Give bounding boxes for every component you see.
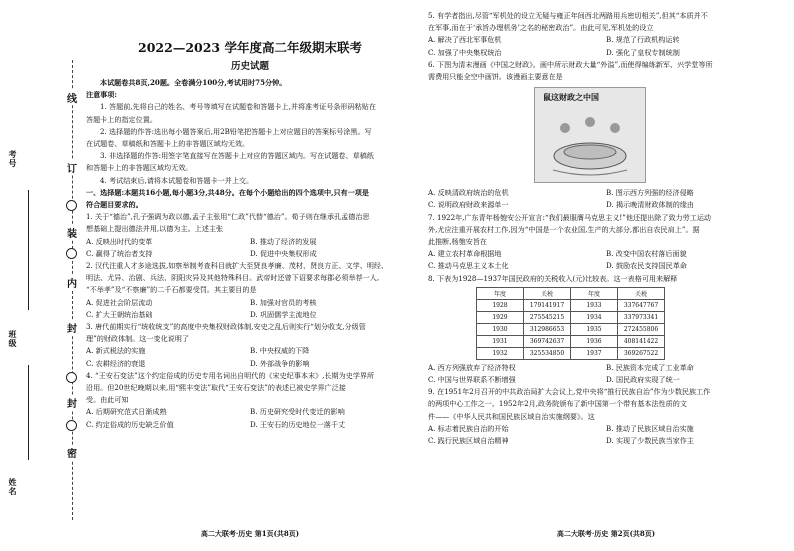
q7-stem: 外,尤应注重开展农村工作,因为“中国是一个农业国,生产的大部分,都出自农民肩上”。据 (428, 224, 700, 234)
seal-circle (66, 200, 77, 211)
seal-mark: 封 (62, 395, 82, 410)
notice-line: 2. 选择题的作答:选出每小题答案后,用2B铅笔把答题卡上对应题目的答案标号涂黑。写 (100, 126, 372, 136)
table-cell: 1933 (571, 299, 618, 311)
section-heading: 一、选择题:本题共16小题,每小题3分,共48分。在每个小题给出的四个选项中,只有一项是 (86, 187, 369, 197)
notice-line: 4. 考试结束后,请将本试题卷和答题卡一并上交。 (100, 175, 254, 185)
q4-stem: 4. “王安石变法”这个约定俗成的历史专用名词出自明代的《宋史纪事本末》,长期为史学界所 (86, 370, 375, 380)
table-cell: 1936 (571, 335, 618, 347)
q4-options (86, 406, 414, 430)
option[interactable]: D. 王安石的历史地位一落千丈 (250, 419, 346, 429)
notice-line: 在试题卷、草稿纸和答题卡上的非答题区域均无效。 (86, 139, 250, 149)
table-cell: 1932 (477, 347, 524, 359)
table-cell: 1935 (571, 323, 618, 335)
tariff-table (476, 287, 665, 360)
q7-stem: 此推断,杨匏安旨在 (428, 237, 488, 247)
option[interactable]: B. 图示西方列强的经济侵略 (606, 188, 694, 198)
table-cell: 1929 (477, 311, 524, 323)
table-cell: 337647767 (618, 299, 665, 311)
option[interactable]: D. 国民政府实现了统一 (606, 375, 680, 385)
table-header: 关税 (618, 287, 665, 299)
q8-options (428, 362, 784, 386)
q9-options (428, 423, 784, 447)
q7-options (428, 248, 784, 272)
option[interactable]: A. 西方列强放弃了经济特权 (428, 362, 516, 372)
option[interactable]: C. 践行民族区域自治精神 (428, 436, 509, 446)
q2-options (86, 297, 414, 321)
option[interactable]: B. 推动了经济的发展 (250, 236, 317, 246)
q7-stem: 7. 1922年,广东青年杨匏安公开宣言:“我们最服膺马克思主义!”他还提出除了致力劳工运动 (428, 212, 712, 222)
table-header: 年度 (477, 287, 524, 299)
table-cell: 1934 (571, 311, 618, 323)
notice-line: 1. 答题前,先将自己的姓名、考号等填写在试题卷和答题卡上,并将准考证号条形码粘贴在 (100, 102, 376, 112)
q6-stem: 需费用只能全空中画饼。该漫画主要意在是 (428, 72, 563, 82)
option[interactable]: D. 促进中央集权形成 (250, 248, 317, 258)
option[interactable]: A. 标志着民族自治的开始 (428, 423, 509, 433)
q5-options (428, 34, 784, 58)
seal-circle (66, 420, 77, 431)
q9-stem: 的两项中心工作之一。1952年2月,政务院颁布了新中国第一个带有基本法性质的文 (428, 399, 687, 409)
option[interactable]: B. 改变中国农村落后面貌 (606, 249, 687, 259)
q9-stem: 件——《中华人民共和国民族区域自治实施纲要》。这 (428, 411, 595, 421)
seal-mark: 订 (62, 160, 82, 175)
table-cell: 408141422 (618, 335, 665, 347)
page-2 (428, 0, 784, 551)
table-row (477, 299, 665, 311)
table-row (477, 311, 665, 323)
q4-stem: 沿用。但20世纪晚期以来,用“熙丰变法”取代“王安石变法”的表述已被史学界广泛接 (86, 383, 346, 393)
banji-blank[interactable] (28, 365, 29, 460)
table-cell: 1931 (477, 335, 524, 347)
option[interactable]: D. 实现了少数民族当家作主 (606, 436, 694, 446)
seal-mark: 内 (62, 275, 82, 290)
table-header: 年度 (571, 287, 618, 299)
page-1 (86, 0, 414, 551)
binding-margin (0, 0, 86, 551)
option[interactable]: A. 后期研究范式日渐成熟 (86, 407, 167, 417)
option[interactable]: C. 推动马克思主义本土化 (428, 261, 509, 271)
q8-stem: 8. 下表为1928—1937年国民政府的关税收入(元)比较表。这一表格可用来解释 (428, 273, 678, 283)
q2-stem: 2. 汉代注重人才多途选拔,如察举制考查科目就扩大至贤良孝廉、茂材、贤良方正、文学、明经、 (86, 261, 389, 271)
table-header-row (477, 287, 665, 299)
q6-stem: 6. 下图为清末漫画《中国之财政》。画中所示财政大量“外溢”,而使得编练新军、兴学堂等所 (428, 59, 713, 69)
q6-options (428, 187, 784, 211)
q9-stem: 9. 在1951年2月召开的中共政治局扩大会议上,党中央将“推行民族自治”作为少数民族工作 (428, 387, 711, 397)
notice-line: 3. 非选择题的作答:用签字笔直接写在答题卡上对应的答题区域内。写在试题卷、草稿纸 (100, 151, 374, 161)
table-row (477, 347, 665, 359)
table-cell: 272455806 (618, 323, 665, 335)
kaohao-label: 考号 (8, 150, 18, 168)
q2-stem: “不举孝”及“不察廉”的二千石都要受罚。其主要目的是 (86, 285, 257, 295)
page-footer: 高二大联考·历史 第1页(共8页) (200, 529, 300, 538)
option[interactable]: D. 外部战争的影响 (250, 358, 310, 368)
option[interactable]: C. 农耕经济的衰退 (86, 358, 146, 368)
option[interactable]: B. 民族资本完成了工业革命 (606, 362, 694, 372)
q1-stem: 1. 关于“德治”,孔子强调为政以德,孟子主张用“仁政”代替“德治”。荀子则在继承孔孟德治思 (86, 212, 370, 222)
q1-options (86, 236, 414, 260)
table-cell: 325534850 (524, 347, 571, 359)
option[interactable]: B. 规范了行政机构运转 (606, 35, 680, 45)
q3-stem: 理”的财政体制。这一变化说明了 (86, 334, 189, 344)
seal-mark: 线 (62, 90, 82, 105)
option[interactable]: A. 建立农村革命根据地 (428, 249, 502, 259)
seal-circle (66, 248, 77, 259)
table-header: 关税 (524, 287, 571, 299)
notice-line: 答题卡上的指定位置。 (86, 114, 157, 124)
q5-stem: 在军事,而在于‘承旨办理机务’之名的秘密政治”。由此可见,军机处的设立 (428, 23, 654, 33)
exam-title: 2022—2023 学年度高二年级期末联考 (138, 40, 362, 55)
page-footer: 高二大联考·历史 第2页(共8页) (556, 529, 656, 538)
q3-options (86, 345, 414, 369)
option[interactable]: B. 加强对官员的考核 (250, 297, 317, 307)
seal-mark: 封 (62, 320, 82, 335)
banji-label: 班级 (8, 330, 18, 348)
option[interactable]: D. 强化了皇权专制统制 (606, 47, 680, 57)
option[interactable]: D. 揭示晚清财政体制的缘由 (606, 200, 694, 210)
seal-circle (66, 372, 77, 383)
table-cell: 369742637 (524, 335, 571, 347)
q5-stem: 5. 有学者指出,尽管“军机处的设立无疑与雍正年间西北两路用兵密切相关”,但其“本质并不 (428, 11, 708, 20)
option[interactable]: C. 中国与世界联系不断增强 (428, 375, 516, 385)
q4-stem: 受。由此可知 (86, 395, 129, 405)
xingming-label: 姓名 (8, 478, 18, 496)
q3-stem: 3. 唐代前期实行“统收统支”的高度中央集权财政体制,安史之乱后则实行“划分收支,分级管 (86, 322, 366, 332)
option[interactable]: B. 推动了民族区域自治实施 (606, 423, 694, 433)
table-cell: 369267522 (618, 347, 665, 359)
cartoon-image (534, 87, 646, 183)
exam-intro: 本试题卷共8页,20题。全卷满分100分,考试用时75分钟。 (100, 78, 287, 87)
option[interactable]: C. 加强了中央集权统治 (428, 47, 502, 57)
option[interactable]: A. 新式税法的实施 (86, 346, 146, 356)
seal-mark: 密 (62, 445, 82, 460)
option[interactable]: B. 历史研究受时代变迁的影响 (250, 407, 345, 417)
q1-stem: 想基础上提出德法并用,以德为主。上述主张 (86, 224, 224, 234)
table-cell: 1937 (571, 347, 618, 359)
table-cell: 1930 (477, 323, 524, 335)
table-cell: 312986653 (524, 323, 571, 335)
section-heading: 符合题目要求的。 (86, 200, 143, 210)
table-cell: 1928 (477, 299, 524, 311)
table-row (477, 323, 665, 335)
option[interactable]: D. 巩固儒学主流地位 (250, 309, 317, 319)
kaohao-blank[interactable] (28, 190, 29, 310)
table-cell: 179141917 (524, 299, 571, 311)
option[interactable]: A. 反映清政府统治的危机 (428, 188, 509, 198)
seal-mark: 装 (62, 225, 82, 240)
table-row (477, 335, 665, 347)
option[interactable]: C. 约定俗成的历史缺乏价值 (86, 419, 174, 429)
option[interactable]: C. 赢得了统治者支持 (86, 248, 153, 258)
option[interactable]: C. 说明政府财政来源单一 (428, 200, 509, 210)
exam-subtitle: 历史试题 (230, 61, 269, 72)
notice-title: 注意事项: (86, 90, 117, 100)
cartoon-caption: 鼠这财政之中国 (543, 92, 599, 103)
option[interactable]: A. 解决了西北军事危机 (428, 35, 502, 45)
option[interactable]: A. 反映出时代的变革 (86, 236, 153, 246)
q2-stem: 明法、尤异、治剧、兵法、阴阳灾异及其他特殊科目。武帝时还曾下诏要求每郡必须举荐一人, (86, 273, 380, 283)
notice-line: 和答题卡上的非答题区域均无效。 (86, 163, 193, 173)
option[interactable]: B. 中央权威的下降 (250, 346, 310, 356)
table-cell: 275545215 (524, 311, 571, 323)
option[interactable]: A. 促进社会阶层流动 (86, 297, 153, 307)
table-cell: 337973341 (618, 311, 665, 323)
option[interactable]: D. 鼓励农民支持国民革命 (606, 261, 687, 271)
option[interactable]: C. 扩大王朝统治基础 (86, 309, 153, 319)
